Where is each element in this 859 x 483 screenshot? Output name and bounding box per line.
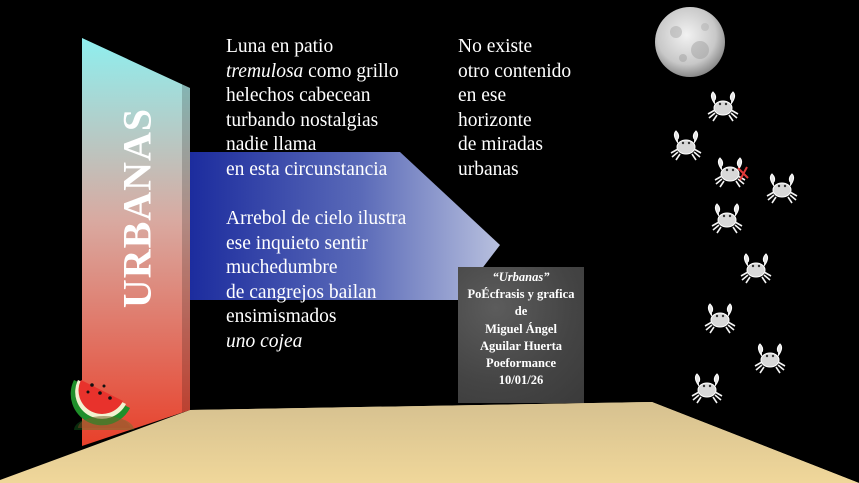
poem-line: ensimismados [226, 306, 337, 327]
poem-line: urbanas [458, 158, 519, 180]
poem-line: en ese [458, 85, 507, 106]
poem-line: de miradas [458, 134, 544, 155]
poem-line: uno cojea [226, 330, 303, 352]
poem-line: ese inquieto sentir [226, 232, 368, 254]
poem-stanza-2 [226, 207, 406, 354]
poem-line: Luna en patio [226, 36, 334, 57]
crab-icon [671, 131, 701, 160]
poem-line: tremulosa como grillo [226, 60, 399, 82]
poem-line: de cangrejos bailan [226, 281, 377, 303]
poem-stanza-1 [226, 35, 399, 182]
crab-icon [755, 344, 785, 373]
credit-line: Miguel Ángel [485, 321, 557, 336]
crab-icon [741, 254, 771, 283]
poem-line: otro contenido [458, 60, 572, 82]
crab-icon [705, 304, 735, 333]
poem-line: turbando nostalgias [226, 109, 379, 131]
poem-line: en esta circunstancia [226, 158, 388, 180]
credit-line: Aguilar Huerta [479, 338, 563, 353]
moon-icon [655, 7, 725, 77]
poem-line: Arrebol de cielo ilustra [226, 208, 407, 229]
crab-icon [708, 92, 738, 121]
poem-line: helechos cabecean [226, 85, 371, 106]
credit-box [458, 267, 584, 403]
poem-line: nadie llama [226, 134, 317, 155]
credit-title: “Urbanas” [492, 270, 550, 284]
credit-line: PoÉcfrasis y grafica [467, 287, 575, 302]
crab-icon [767, 174, 797, 203]
crab-icon [715, 158, 745, 187]
credit-line: Poeformance [485, 356, 557, 371]
crab-icon [712, 204, 742, 233]
crabs [671, 92, 797, 403]
vertical-title: URBANAS [114, 107, 160, 309]
crab-icon [692, 374, 722, 403]
poem-line: muchedumbre [226, 257, 338, 278]
poem-stanza-right [458, 35, 571, 182]
poem-line: horizonte [458, 109, 532, 131]
poem-line: No existe [458, 36, 533, 57]
credit-line: de [514, 304, 528, 319]
credit-date: 10/01/26 [498, 373, 544, 388]
